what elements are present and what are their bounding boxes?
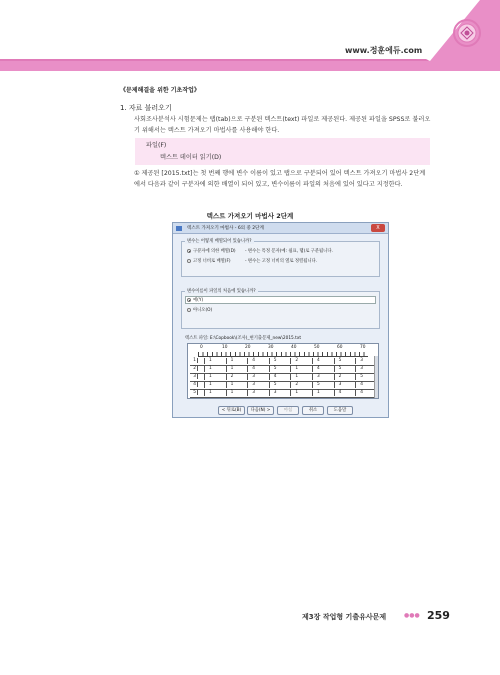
preview-cell: 4 (269, 374, 277, 380)
menu-path-file: 파일(F) (146, 142, 167, 149)
preview-cell: 3 (247, 382, 255, 388)
delimited-radio-label: 구분자에 의한 배열(D) (193, 249, 236, 254)
text-import-wizard-dialog (172, 222, 389, 418)
fixed-width-radio[interactable] (187, 259, 191, 263)
preview-row (190, 389, 374, 398)
preview-cell: 1 (312, 390, 320, 396)
brand-logo-icon (452, 18, 482, 48)
preview-cell: 1 (226, 390, 234, 396)
preview-cell: 5 (334, 358, 342, 364)
no-radio-label: 아니오(O) (193, 308, 213, 313)
help-button[interactable]: 도움말 (327, 406, 353, 415)
ruler-tick: 40 (291, 345, 297, 350)
finish-button[interactable]: 마침 (277, 406, 299, 415)
section-title: 《문제해결을 위한 기초작업》 (120, 87, 200, 94)
delimited-radio[interactable] (187, 249, 191, 253)
figure-title: 텍스트 가져오기 마법사 2단계 (206, 212, 294, 220)
row-number: 2 (190, 366, 198, 371)
preview-cell: 4 (247, 358, 255, 364)
preview-cell: 4 (355, 382, 363, 388)
preview-cell: 5 (334, 366, 342, 372)
preview-cell: 2 (290, 382, 298, 388)
footer-dots: ●●● (404, 612, 420, 619)
delimiter-group-label: 변수는 어떻게 배열되어 있습니까? (187, 239, 252, 244)
preview-cell: 1 (204, 390, 212, 396)
row-number: 4 (190, 382, 198, 387)
preview-cell: 2 (290, 358, 298, 364)
ruler-tick: 50 (314, 345, 320, 350)
preview-cell: 5 (269, 382, 277, 388)
yes-option-row[interactable] (185, 296, 376, 304)
fixed-width-radio-label: 고정 너비로 배열(F) (193, 259, 231, 264)
footer-chapter: 제3장 작업형 기출유사문제 (302, 613, 387, 621)
instruction-paragraph: ① 제공된 [2015.txt]는 첫 번째 행에 변수 이름이 있고 탭으로 구분되어 있어 텍스트 가져오기 마법사 2단계에서 다음과 같이 구분자에 의한 배열이 되어 있고, 변수이름이 파일의 처음에 있어 있다고 지정한다. (134, 170, 426, 188)
yes-radio[interactable] (187, 298, 191, 302)
preview-cell: 3 (269, 390, 277, 396)
site-url: www.정훈에듀.com (345, 46, 423, 55)
ruler-tick: 0 (200, 345, 203, 350)
preview-cell: 5 (269, 358, 277, 364)
row-number: 1 (190, 358, 198, 363)
preview-cell: 4 (247, 366, 255, 372)
preview-cell: 1 (290, 366, 298, 372)
preview-cell: 3 (334, 382, 342, 388)
preview-cell: 1 (204, 374, 212, 380)
dialog-title: 텍스트 가져오기 마법사 - 6의 중 2단계 (173, 223, 388, 234)
preview-cell: 4 (312, 358, 320, 364)
fixed-width-radio-desc: - 변수는 고정 너비의 열로 정렬됩니다. (245, 259, 318, 264)
preview-cell: 4 (334, 390, 342, 396)
preview-scrollbar[interactable] (374, 356, 379, 398)
preview-cell: 1 (290, 390, 298, 396)
menu-path-read-text: 텍스트 데이터 읽기(D) (160, 154, 222, 161)
preview-cell: 3 (247, 390, 255, 396)
next-button[interactable]: 다음(N) > (247, 406, 274, 415)
close-button[interactable]: X (371, 224, 385, 232)
preview-cell: 3 (355, 366, 363, 372)
preview-cell: 1 (226, 358, 234, 364)
page-number: 259 (427, 609, 450, 622)
yes-radio-label: 예(Y) (193, 298, 204, 303)
ruler-tick: 70 (360, 345, 366, 350)
delimited-radio-desc: - 변수는 특정 문자(예: 쉼표, 탭)로 구분됩니다. (245, 249, 333, 254)
preview-cell: 5 (355, 374, 363, 380)
ruler-tick: 30 (268, 345, 274, 350)
ruler-tick: 60 (337, 345, 343, 350)
preview-cell: 4 (355, 390, 363, 396)
preview-cell: 5 (312, 382, 320, 388)
cancel-button[interactable]: 취소 (302, 406, 324, 415)
data-preview[interactable] (187, 343, 379, 399)
variable-names-group-label: 변수이름이 파일의 처음에 있습니까? (187, 289, 256, 294)
preview-cell: 5 (269, 366, 277, 372)
preview-file-label: 텍스트 파일: E:\Copbook\(조사)_현기출문제_new\2015.txt (185, 336, 302, 341)
preview-cell: 1 (226, 382, 234, 388)
back-button[interactable]: < 뒤로(B) (218, 406, 245, 415)
row-number: 5 (190, 390, 198, 395)
no-radio[interactable] (187, 308, 191, 312)
preview-cell: 1 (204, 366, 212, 372)
preview-cell: 3 (247, 374, 255, 380)
preview-cell: 3 (355, 358, 363, 364)
row-number: 3 (190, 374, 198, 379)
preview-cell: 2 (334, 374, 342, 380)
preview-cell: 2 (226, 374, 234, 380)
ruler-tick: 10 (222, 345, 228, 350)
ruler-tick: 20 (245, 345, 251, 350)
preview-cell: 1 (204, 382, 212, 388)
window-icon (176, 226, 182, 231)
preview-cell: 1 (204, 358, 212, 364)
preview-cell: 4 (312, 366, 320, 372)
item-paragraph: 사회조사분석사 시험문제는 탭(tab)으로 구분된 텍스트(text) 파일로 제공된다. 제공된 파일을 SPSS로 불러오기 위해서는 텍스트 가져오기 마법사를 사용해야 한다. (134, 116, 431, 134)
preview-cell: 3 (312, 374, 320, 380)
preview-cell: 1 (226, 366, 234, 372)
item-title: 1. 자료 불러오기 (120, 104, 172, 112)
preview-cell: 1 (290, 374, 298, 380)
